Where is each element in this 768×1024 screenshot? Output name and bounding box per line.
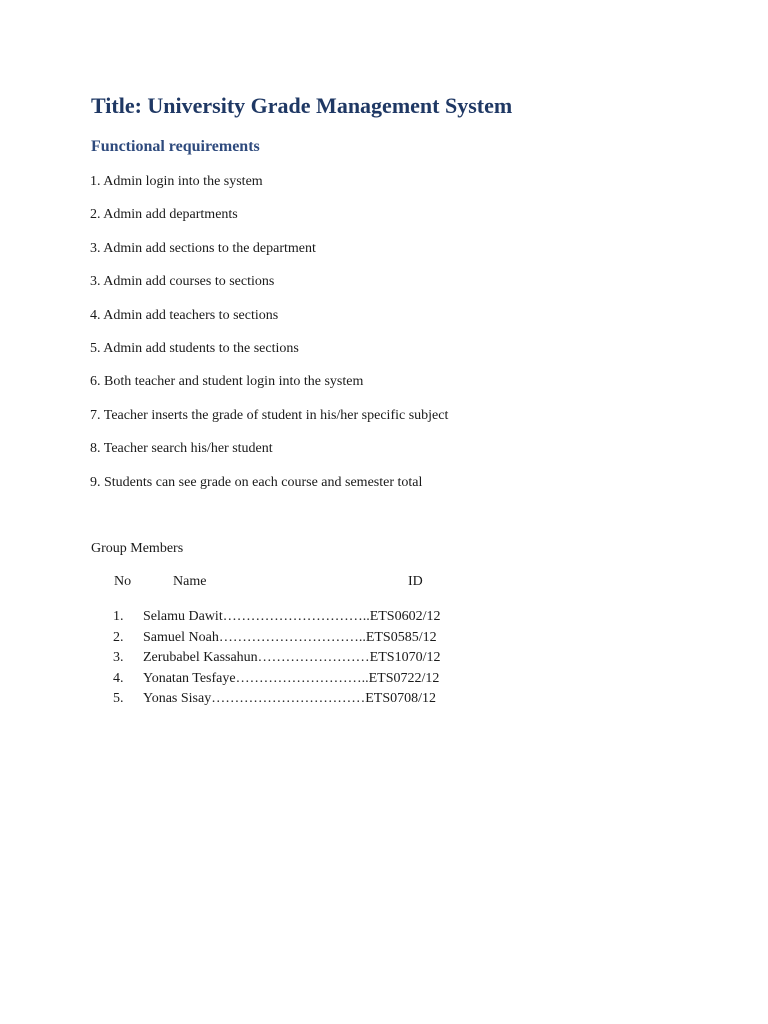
member-entry: Samuel Noah…………………………..ETS0585/12 <box>143 629 437 645</box>
requirement-item: 2. Admin add departments <box>90 207 238 223</box>
column-header-id: ID <box>408 574 423 589</box>
document-title: Title: University Grade Management System <box>91 93 513 118</box>
requirement-item: 1. Admin login into the system <box>90 174 263 189</box>
requirement-item: 7. Teacher inserts the grade of student in his/her specific subject <box>90 407 449 423</box>
member-entry: Yonas Sisay……………………………ETS0708/12 <box>143 691 436 706</box>
member-number: 3. <box>113 650 124 665</box>
column-header-name: Name <box>173 574 207 589</box>
member-number: 4. <box>113 670 124 686</box>
member-entry: Yonatan Tesfaye………………………..ETS0722/12 <box>143 670 440 686</box>
column-header-no: No <box>114 574 132 589</box>
requirement-item: 3. Admin add courses to sections <box>90 274 275 290</box>
requirement-item: 3. Admin add sections to the department <box>90 240 316 256</box>
member-entry: Zerubabel Kassahun……………………ETS1070/12 <box>143 650 441 665</box>
requirement-item: 5. Admin add students to the sections <box>90 340 299 356</box>
requirement-item: 4. Admin add teachers to sections <box>90 307 279 323</box>
member-number: 2. <box>113 629 124 645</box>
requirement-item: 8. Teacher search his/her student <box>90 441 273 457</box>
requirements-list <box>90 173 448 507</box>
requirement-item: 6. Both teacher and student login into the system <box>90 374 364 390</box>
member-number: 1. <box>113 609 124 624</box>
member-entry: Selamu Dawit…………………………..ETS0602/12 <box>143 609 441 624</box>
requirement-item: 9. Students can see grade on each course and semester total <box>90 474 423 490</box>
group-members-label: Group Members <box>91 541 184 556</box>
member-number: 5. <box>113 691 124 706</box>
section-heading: Functional requirements <box>91 138 260 155</box>
